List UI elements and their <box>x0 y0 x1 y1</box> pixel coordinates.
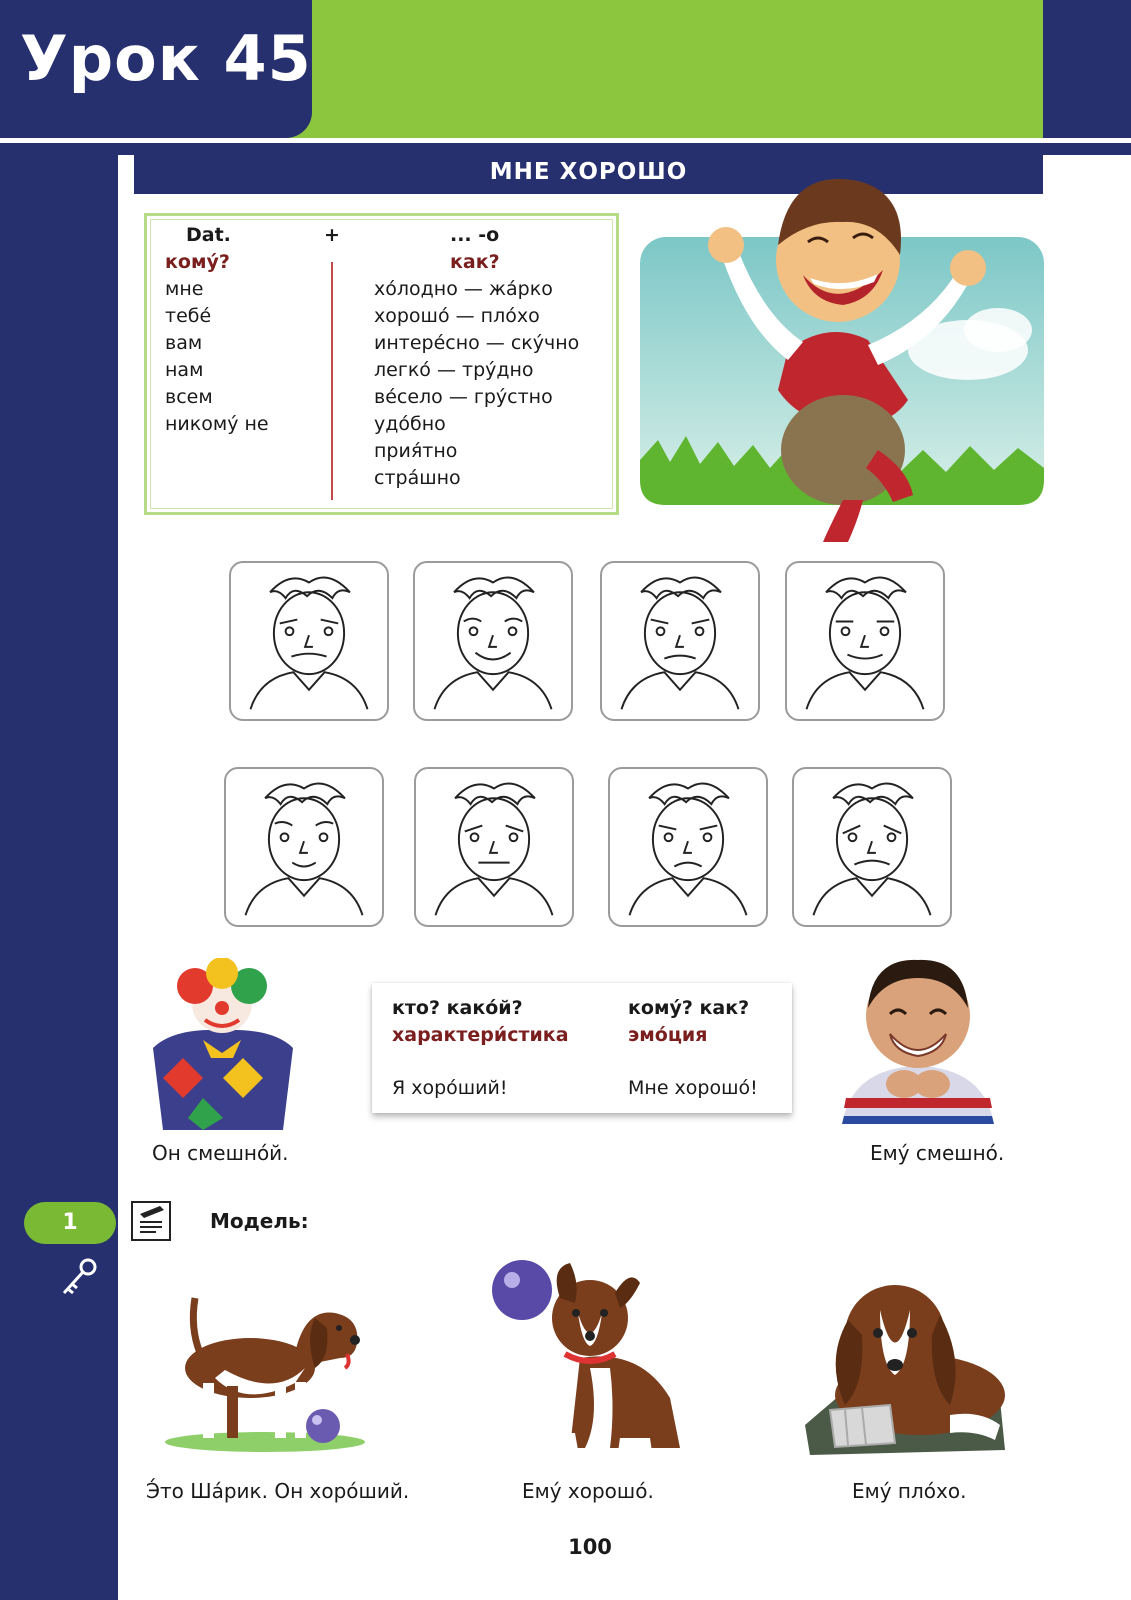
pronoun-item: нам <box>165 359 204 381</box>
pronoun-item: всем <box>165 386 213 408</box>
page-number: 100 <box>568 1535 612 1559</box>
clown-photo <box>133 958 311 1130</box>
face-drawing-card <box>608 767 768 927</box>
dog-caption: Ему́ пло́хо. <box>852 1479 967 1503</box>
grammar-col1-question: кому́? <box>165 251 230 273</box>
adverb-item: прия́тно <box>374 440 458 462</box>
face-drawing <box>415 563 571 719</box>
face-drawing <box>226 769 382 925</box>
compare-left-term: характери́стика <box>392 1024 569 1046</box>
face-drawing <box>416 769 572 925</box>
grammar-col2-question: как? <box>450 251 500 273</box>
adverb-item: удо́бно <box>374 413 446 435</box>
grammar-plus: + <box>324 224 340 246</box>
left-margin-bar <box>0 155 118 1600</box>
adverb-item: легко́ — тру́дно <box>374 359 534 381</box>
model-label: Модель: <box>210 1209 309 1233</box>
compare-right-term: эмо́ция <box>628 1024 708 1046</box>
happy-dog-with-ball-image <box>490 1258 690 1458</box>
jumping-boy-illustration <box>638 150 1044 545</box>
face-drawing-card <box>600 561 760 721</box>
laughing-boy-photo <box>832 948 1004 1124</box>
lesson-title: Урок 45 <box>20 22 312 95</box>
pronoun-item: никому́ не <box>165 413 269 435</box>
caption-laughing-boy: Ему́ смешно́. <box>870 1141 1005 1165</box>
dog-caption: Э́то Ша́рик. Он хоро́ший. <box>146 1479 410 1503</box>
exercise-number-badge: 1 <box>24 1202 116 1244</box>
face-drawing <box>787 563 943 719</box>
dog-with-ball-image <box>155 1258 367 1458</box>
pronoun-item: вам <box>165 332 203 354</box>
adverb-item: ве́село — гру́стно <box>374 386 553 408</box>
face-drawing-card <box>229 561 389 721</box>
face-drawing <box>794 769 950 925</box>
key-icon <box>58 1255 102 1299</box>
header-corner <box>1043 0 1131 138</box>
pronoun-item: тебе́ <box>165 305 212 327</box>
face-drawing-card <box>224 767 384 927</box>
compare-right-question: кому́? как? <box>628 997 750 1019</box>
compare-left-example: Я хоро́ший! <box>392 1077 508 1099</box>
adverb-item: хо́лодно — жа́рко <box>374 278 553 300</box>
sad-dog-with-bandage-image <box>800 1265 1012 1460</box>
face-drawing <box>610 769 766 925</box>
adverb-item: стра́шно <box>374 467 461 489</box>
section-title: МНЕ ХОРОШО <box>489 159 688 185</box>
dog-caption: Ему́ хорошо́. <box>522 1479 654 1503</box>
adverb-item: интере́сно — ску́чно <box>374 332 580 354</box>
face-drawing <box>231 563 387 719</box>
face-drawing-card <box>792 767 952 927</box>
compare-left-question: кто? како́й? <box>392 997 523 1019</box>
writing-task-icon <box>130 1200 172 1242</box>
face-drawing-card <box>785 561 945 721</box>
compare-right-example: Мне хорошо́! <box>628 1077 758 1099</box>
adverb-item: хорошо́ — пло́хо <box>374 305 540 327</box>
grammar-col1-head: Dat. <box>186 224 231 246</box>
face-drawing-card <box>413 561 573 721</box>
grammar-divider <box>331 262 333 500</box>
face-drawing-card <box>414 767 574 927</box>
caption-clown: Он смешно́й. <box>152 1141 289 1165</box>
face-drawing <box>602 563 758 719</box>
pronoun-item: мне <box>165 278 204 300</box>
grammar-col2-head: ... -о <box>450 224 500 246</box>
